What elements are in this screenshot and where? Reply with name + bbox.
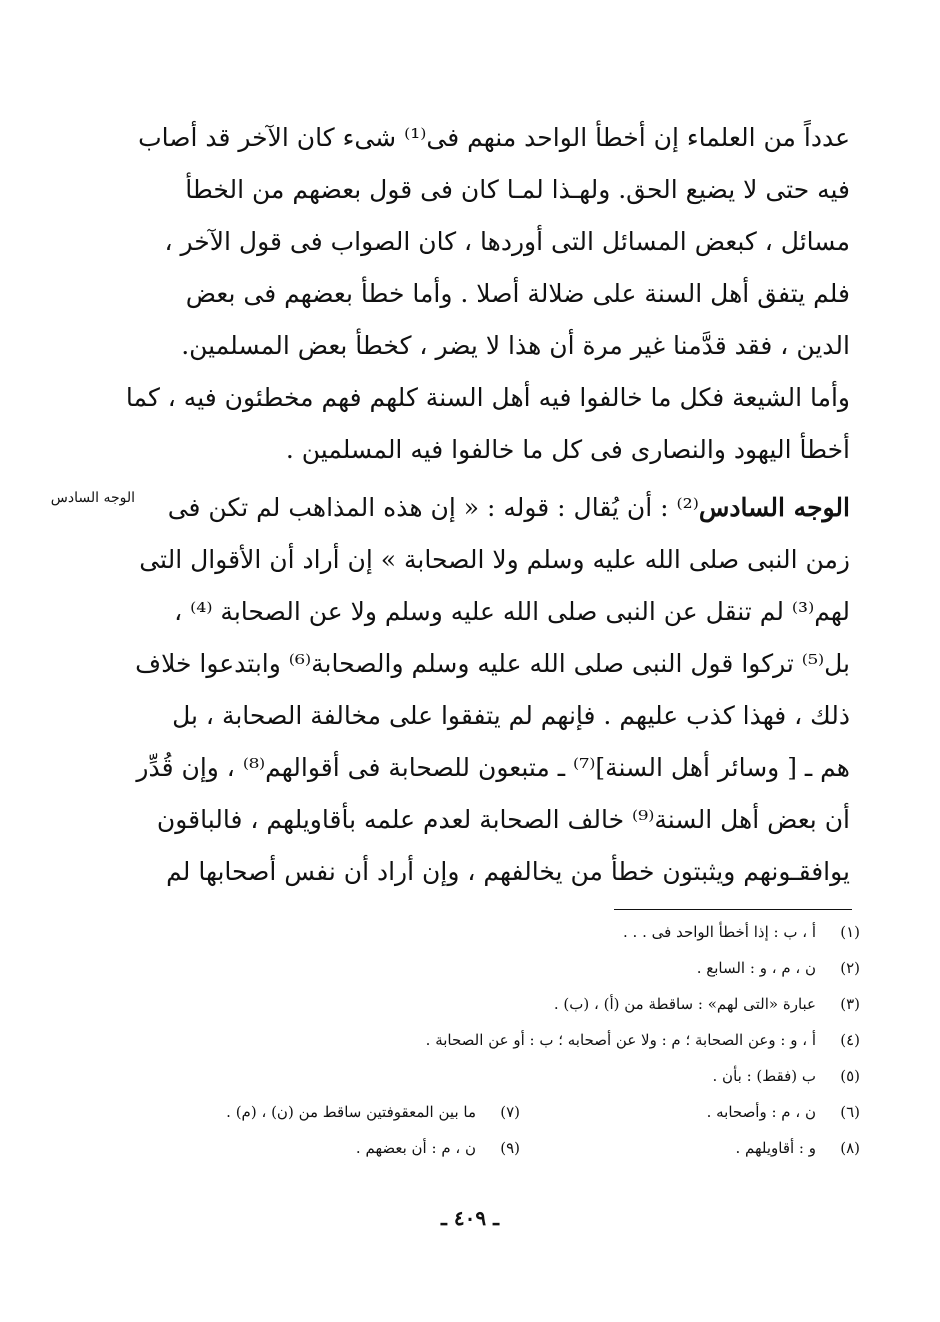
text-line: أخطأ اليهود والنصارى فى كل ما خالفوا فيه المسلمين .: [285, 435, 850, 464]
footnote-row: [150, 1094, 860, 1130]
footnote-text: أ ، ب : إذا أخطأ الواحد فى . . .: [623, 923, 816, 941]
text-line: زمن النبى صلى الله عليه وسلم ولا الصحابة » إن أراد أن الأقوال التى: [139, 545, 850, 574]
margin-note: الوجه السادس: [50, 490, 135, 506]
footnote-row: [150, 1022, 860, 1058]
text-line: الدين ، فقد قدَّمنا غير مرة أن هذا لا يضر ، كخطأ بعض المسلمين.: [181, 331, 850, 360]
text-line: فلم يتفق أهل السنة على ضلالة أصلا . وأما خطأ بعضهم فى بعض: [185, 279, 850, 308]
footnote-4: [426, 1022, 860, 1058]
section-heading: الوجه السادس: [698, 493, 850, 522]
text-line: وأما الشيعة فكل ما خالفوا فيه أهل السنة كلهم فهم مخطئون فيه ، كما: [125, 383, 850, 412]
text-line: أن بعض أهل السنة⁽⁹⁾ خالف الصحابة لعدم علمه بأقاويلهم ، فالباقون: [156, 805, 850, 834]
footnotes: [150, 914, 860, 1166]
footnote-6: [520, 1094, 860, 1130]
footnote-number: (٣): [840, 995, 860, 1013]
footnote-row: [150, 914, 860, 950]
text-line: هم ـ [ وسائر أهل السنة]⁽⁷⁾ ـ متبعون للصحابة فى أقوالهم⁽⁸⁾ ، وإن قُدِّر: [136, 753, 850, 782]
footnote-number: (٩): [500, 1139, 520, 1157]
footnote-1: [623, 914, 860, 950]
text-line: بل⁽⁵⁾ تركوا قول النبى صلى الله عليه وسلم والصحابة⁽⁶⁾ وابتدعوا خلاف: [135, 649, 850, 678]
footnote-row: [150, 1058, 860, 1094]
footnote-row: [150, 1130, 860, 1166]
footnote-text: عبارة «التى لهم» : ساقطة من (أ) ، (ب) .: [553, 995, 816, 1013]
footnote-row: [150, 986, 860, 1022]
footnote-text: ن ، م ، و : السابع .: [696, 959, 816, 977]
footnote-number: (١): [840, 923, 860, 941]
footnote-text: ن ، م : أن بعضهم .: [355, 1139, 476, 1157]
footnote-9: [356, 1130, 520, 1166]
footnote-3: [554, 986, 860, 1022]
page-number: ـ ٤٠٩ ـ: [441, 1206, 499, 1230]
text-line: فيه حتى لا يضيع الحق. ولهـذا لمـا كان فى قول بعضهم من الخطأ: [185, 175, 850, 204]
text-line: يوافقـونهم ويثبتون خطأ من يخالفهم ، وإن أراد أن نفس أصحابها لم: [166, 857, 850, 886]
footnote-number: (٦): [840, 1103, 860, 1121]
footnote-number: (٨): [840, 1139, 860, 1157]
footnote-7: [226, 1094, 520, 1130]
footnote-number: (٢): [840, 959, 860, 977]
paragraph-2: [135, 482, 850, 898]
text-line-rest: ⁽²⁾ : أن يُقال : قوله : « إن هذه المذاهب لم تكن فى: [167, 493, 699, 522]
main-text: [125, 112, 850, 898]
text-line: عدداً من العلماء إن أخطأ الواحد منهم فى⁽¹⁾ شىء كان الآخر قد أصاب: [138, 123, 850, 152]
footnote-text: و : أقاويلهم .: [735, 1139, 816, 1157]
text-line: [150, 482, 850, 534]
footnote-text: ن ، م : وأصحابه .: [706, 1103, 816, 1121]
footnote-number: (٧): [500, 1103, 520, 1121]
text-line: ذلك ، فهذا كذب عليهم . فإنهم لم يتفقوا على مخالفة الصحابة ، بل: [172, 701, 850, 730]
footnote-number: (٤): [840, 1031, 860, 1049]
footnote-number: (٥): [840, 1067, 860, 1085]
paragraph-1: [125, 112, 850, 476]
footnote-text: ما بين المعقوفتين ساقط من (ن) ، (م) .: [226, 1103, 476, 1121]
text-line: مسائل ، كبعض المسائل التى أوردها ، كان الصواب فى قول الآخر ،: [164, 227, 850, 256]
footnote-row: [150, 950, 860, 986]
footnote-8: [520, 1130, 860, 1166]
footnote-2: [697, 950, 860, 986]
footnote-text: أ ، و : وعن الصحابة ؛ م : ولا عن أصحابه ؛ ب : أو عن الصحابة .: [425, 1031, 816, 1049]
footnote-text: ب (فقط) : بأن .: [712, 1067, 816, 1085]
text-line: لهم⁽³⁾ لم تنقل عن النبى صلى الله عليه وسلم ولا عن الصحابة ⁽⁴⁾ ،: [174, 597, 850, 626]
footnote-separator: [614, 909, 852, 910]
footnote-5: [713, 1058, 860, 1094]
